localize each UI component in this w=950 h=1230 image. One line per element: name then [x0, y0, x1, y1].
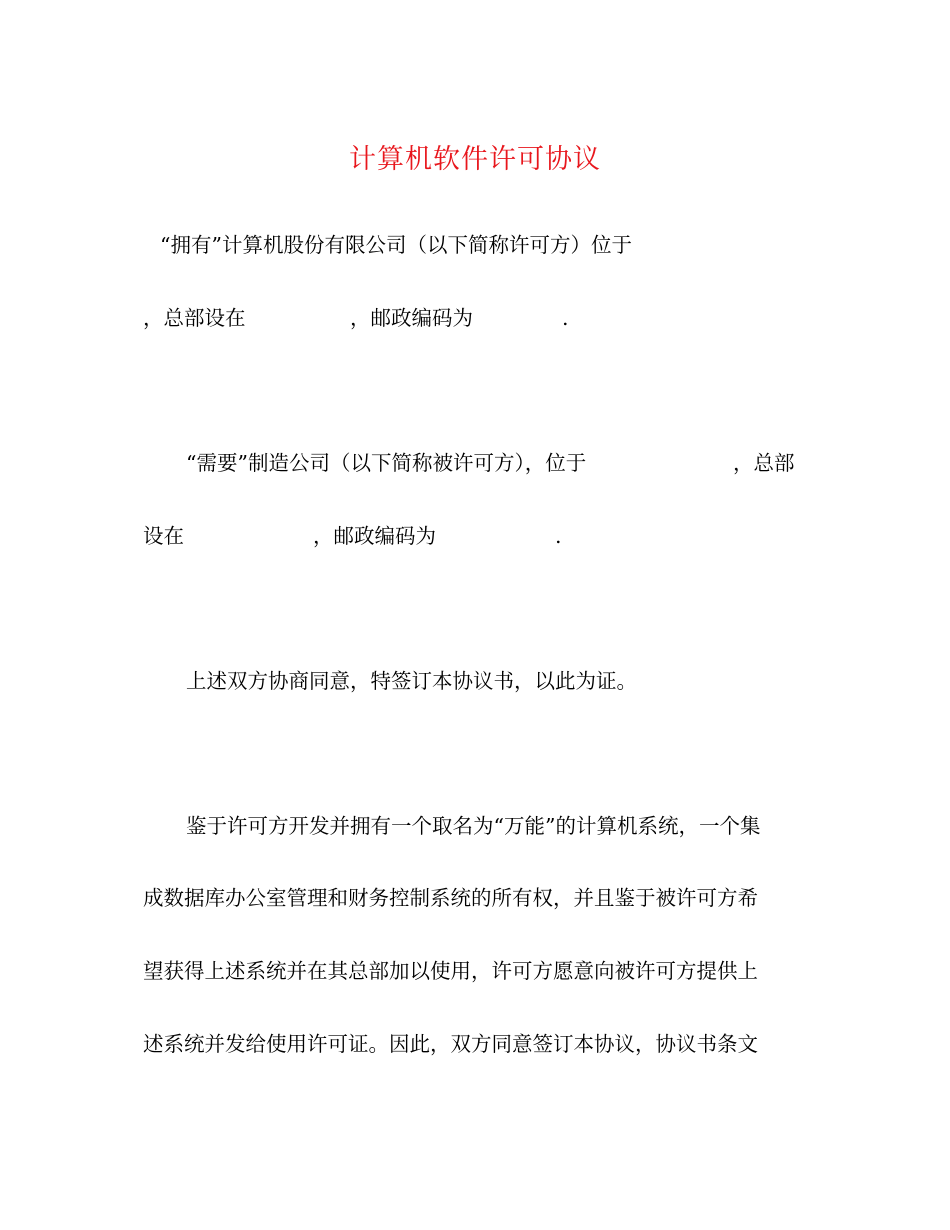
recital-line-3: 望获得上述系统并在其总部加以使用，许可方愿意向被许可方提供上: [143, 959, 758, 983]
recital-line-2: 成数据库办公室管理和财务控制系统的所有权，并且鉴于被许可方希: [143, 886, 758, 910]
licensor-hq-label: ，总部设在: [143, 306, 246, 330]
licensee-line-1: [0, 448, 950, 478]
recital-line-1: 鉴于许可方开发并拥有一个取名为“万能”的计算机系统，一个集: [186, 814, 761, 838]
recital-line-4: 述系统并发给使用许可证。因此，双方同意签订本协议，协议书条文: [143, 1032, 758, 1056]
licensor-line-1: “拥有”计算机股份有限公司（以下简称许可方）位于: [160, 233, 632, 257]
licensee-hq-label: ，总部: [733, 451, 795, 475]
licensee-intro: “需要”制造公司（以下简称被许可方），位于: [186, 451, 587, 475]
document-title: 计算机软件许可协议: [349, 144, 601, 175]
licensor-period: .: [562, 306, 569, 330]
licensee-period: .: [555, 524, 562, 548]
licensee-postcode-label: ，邮政编码为: [313, 524, 436, 548]
licensor-postcode-label: ，邮政编码为: [350, 306, 473, 330]
licensor-line-2: [0, 303, 950, 333]
licensee-line-2: [0, 521, 950, 551]
licensee-hq-label-cont: 设在: [143, 524, 184, 548]
agreement-statement: 上述双方协商同意，特签订本协议书，以此为证。: [186, 669, 637, 693]
